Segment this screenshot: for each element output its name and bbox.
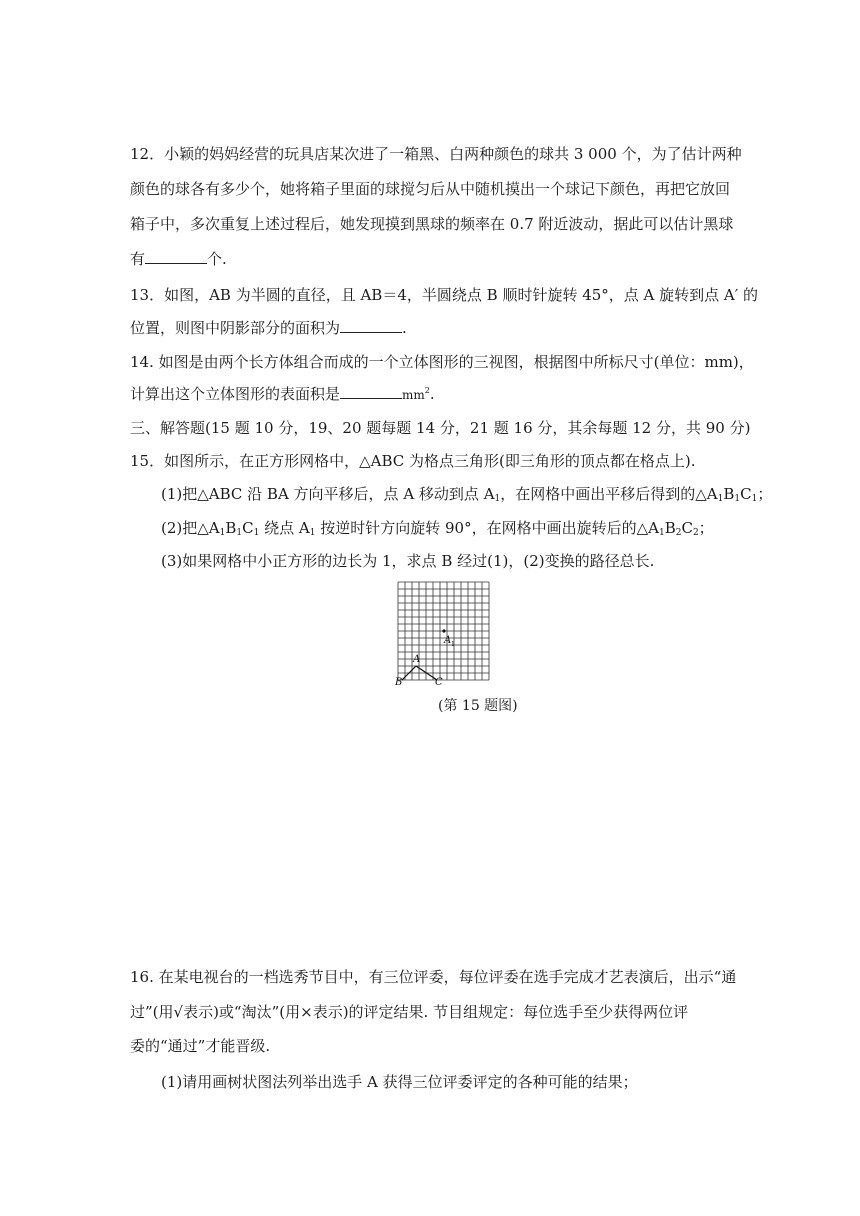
q15-p1-text-b: ，在网格中画出平移后得到的△A <box>500 485 718 503</box>
q15-p2-text-a: (2)把△A <box>161 519 220 537</box>
q15-p1-text-c: B <box>723 485 735 503</box>
q16-line-3: 委的“通过”才能晋级. <box>130 1037 271 1055</box>
point-a1 <box>442 629 445 632</box>
subscript: 1 <box>658 528 665 538</box>
section-3-heading: 三、解答题(15 题 10 分，19、20 题每题 14 分，21 题 16 分，其余每题 12 分，共 90 分) <box>130 419 751 437</box>
q14-line-1: 14. 如图是由两个长方体组合而成的一个立体图形的三视图，根据图中所标尺寸(单位：mm)， <box>130 353 754 371</box>
subscript: 1 <box>236 528 243 538</box>
q15-p2-text-c: C <box>242 519 254 537</box>
q14-line-2 <box>130 384 730 405</box>
subscript: 1 <box>253 528 260 538</box>
q16-line-1: 16. 在某电视台的一档选秀节目中，有三位评委，每位评委在选手完成才艺表演后，出示“通 <box>130 968 737 986</box>
q13-line-1: 13．如图，AB 为半圆的直径，且 AB＝4，半圆绕点 B 顺时针旋转 45°，点 A 旋转到点 A′ 的 <box>130 286 758 304</box>
q12-line-2: 颜色的球各有多少个，她将箱子里面的球搅匀后从中随机摸出一个球记下颜色，再把它放回 <box>130 180 731 198</box>
q15-p1-text-d: C <box>740 485 752 503</box>
q14-unit-sup: 2 <box>424 386 430 395</box>
q13-line-2-end: . <box>402 319 407 337</box>
answer-blank <box>340 318 402 333</box>
q15-p1-text-a: (1)把△ABC 沿 BA 方向平移后，点 A 移动到点 A <box>161 485 495 503</box>
q15-part-3: (3)如果网格中小正方形的边长为 1，求点 B 经过(1)，(2)变换的路径总长. <box>161 552 655 570</box>
q12-line-4 <box>130 249 730 269</box>
label-a1: A <box>444 635 452 646</box>
q15-p2-text-g: C <box>681 519 693 537</box>
subscript: 1 <box>717 494 724 504</box>
q15-p1-text-e: ； <box>757 485 773 503</box>
subscript: 1 <box>751 494 758 504</box>
label-b: B <box>395 677 403 687</box>
q15-p2-text-f: B <box>664 519 676 537</box>
q15-p2-text-h: ； <box>698 519 714 537</box>
q12-line-3: 箱子中，多次重复上述过程后，她发现摸到黑球的频率在 0.7 附近波动，据此可以估计黑球 <box>130 215 734 233</box>
q15-p2-text-d: 绕点 A <box>259 519 310 537</box>
q13-line-2 <box>130 318 730 338</box>
q16-part-1: (1)请用画树状图法列举出选手 A 获得三位评委评定的各种可能的结果； <box>161 1073 638 1091</box>
q16-line-2: 过”(用√表示)或“淘汰”(用×表示)的评定结果. 节目组规定：每位选手至少获得两位评 <box>130 1003 689 1021</box>
q15-p2-text-b: B <box>225 519 237 537</box>
figure-caption: (第 15 题图) <box>438 698 518 714</box>
subscript: 2 <box>692 528 699 538</box>
subscript: 2 <box>675 528 682 538</box>
subscript: 1 <box>309 528 316 538</box>
answer-blank <box>340 384 402 399</box>
q13-line-2-start: 位置，则图中阴影部分的面积为 <box>130 319 341 337</box>
q15-part-2 <box>161 518 761 538</box>
subscript: 1 <box>734 494 741 504</box>
q14-line-2-end: . <box>429 385 435 403</box>
label-a1-subscript: 1 <box>451 641 455 648</box>
q15-line-1: 15．如图所示，在正方形网格中，△ABC 为格点三角形(即三角形的顶点都在格点上). <box>130 452 696 470</box>
subscript: 1 <box>219 528 226 538</box>
q12-line-4-start: 有 <box>130 250 146 268</box>
q15-part-1 <box>161 484 773 504</box>
q15-p2-text-e: 按逆时针方向旋转 90°，在网格中画出旋转后的△A <box>315 519 659 537</box>
q14-line-2-start: 计算出这个立体图形的表面积是 <box>130 385 341 403</box>
label-c: C <box>435 677 443 687</box>
label-a: A <box>413 654 421 665</box>
q14-unit: mm <box>402 388 425 402</box>
grid-figure <box>395 581 493 687</box>
q12-line-1: 12．小颖的妈妈经营的玩具店某次进了一箱黑、白两种颜色的球共 3 000 个，为了估计两种 <box>130 145 742 163</box>
q12-line-4-end: 个. <box>207 250 227 268</box>
subscript: 1 <box>494 494 501 504</box>
answer-blank <box>145 249 207 264</box>
